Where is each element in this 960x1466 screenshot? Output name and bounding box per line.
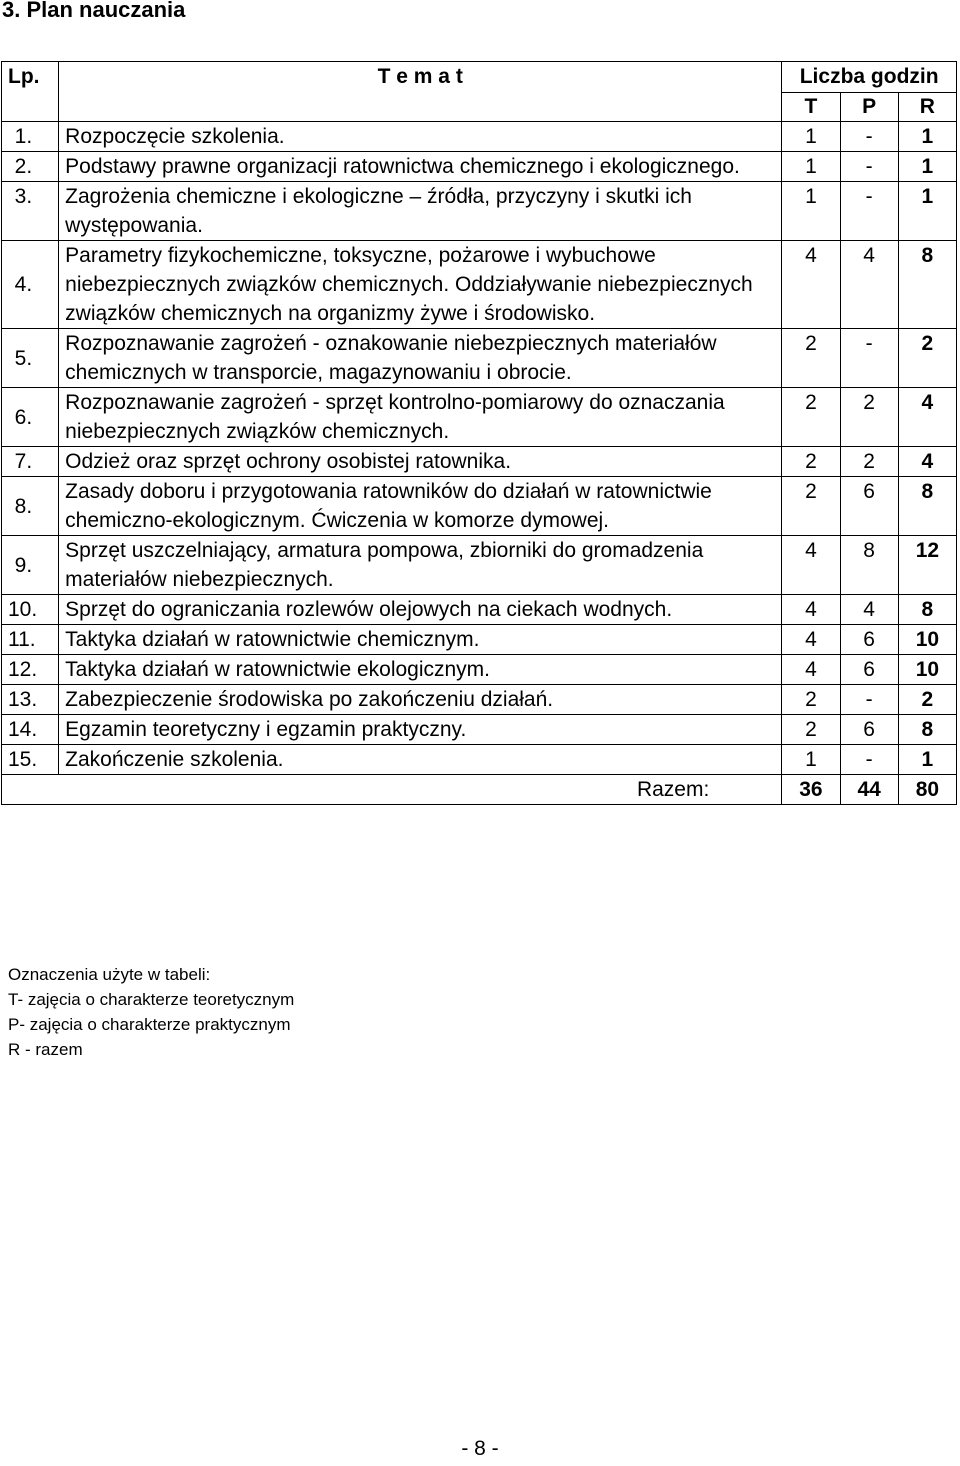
- row-hours-p: -: [840, 745, 898, 775]
- row-hours-r: 10: [898, 625, 956, 655]
- row-lp: 12.: [2, 655, 59, 685]
- row-lp: 13.: [2, 685, 59, 715]
- row-hours-p: 8: [840, 536, 898, 595]
- row-temat: Zabezpieczenie środowiska po zakończeniu działań.: [59, 685, 782, 715]
- legend-item-r: R - razem: [8, 1040, 83, 1059]
- table-row: [2, 595, 957, 625]
- table-row: [2, 122, 957, 152]
- row-temat: Taktyka działań w ratownictwie ekologicznym.: [59, 655, 782, 685]
- curriculum-table: [1, 61, 957, 805]
- row-hours-t: 4: [782, 655, 840, 685]
- row-hours-r: 1: [898, 152, 956, 182]
- page-number: - 8 -: [461, 1437, 499, 1460]
- row-hours-t: 4: [782, 595, 840, 625]
- row-temat: Rozpoczęcie szkolenia.: [59, 122, 782, 152]
- column-header-t: T: [782, 93, 840, 122]
- row-lp: 11.: [2, 625, 59, 655]
- table-row: [2, 685, 957, 715]
- row-lp: 3.: [2, 182, 59, 241]
- row-hours-p: -: [840, 685, 898, 715]
- row-hours-r: 2: [898, 329, 956, 388]
- table-row: [2, 241, 957, 329]
- row-lp: 5.: [2, 329, 59, 388]
- row-hours-r: 4: [898, 447, 956, 477]
- row-hours-t: 2: [782, 447, 840, 477]
- row-temat: Rozpoznawanie zagrożeń - oznakowanie niebezpiecznych materiałów chemicznych w transporcie, magazynowaniu i obrocie.: [59, 329, 782, 388]
- row-temat: Podstawy prawne organizacji ratownictwa chemicznego i ekologicznego.: [59, 152, 782, 182]
- row-lp: 6.: [2, 388, 59, 447]
- table-row: [2, 745, 957, 775]
- row-hours-t: 1: [782, 182, 840, 241]
- row-hours-r: 4: [898, 388, 956, 447]
- row-lp: 2.: [2, 152, 59, 182]
- table-row: [2, 388, 957, 447]
- row-hours-t: 1: [782, 152, 840, 182]
- row-lp: 7.: [2, 447, 59, 477]
- total-t: 36: [782, 775, 840, 805]
- table-body: [2, 122, 957, 775]
- table-row: [2, 477, 957, 536]
- row-hours-r: 8: [898, 241, 956, 329]
- row-temat: Zasady doboru i przygotowania ratowników do działań w ratownictwie chemiczno-ekologicznym. Ćwiczenia w komorze dymowej.: [59, 477, 782, 536]
- section-heading: 3. Plan nauczania: [2, 0, 186, 22]
- row-temat: Parametry fizykochemiczne, toksyczne, pożarowe i wybuchowe niebezpiecznych związków chemicznych. Oddziaływanie niebezpiecznych związków chemicznych na organizmy żywe i środowisko.: [59, 241, 782, 329]
- table-row: [2, 447, 957, 477]
- row-hours-p: 2: [840, 388, 898, 447]
- row-hours-t: 4: [782, 625, 840, 655]
- row-hours-p: 6: [840, 715, 898, 745]
- row-hours-p: -: [840, 122, 898, 152]
- row-hours-t: 2: [782, 477, 840, 536]
- table-row: [2, 625, 957, 655]
- row-temat: Zagrożenia chemiczne i ekologiczne – źródła, przyczyny i skutki ich występowania.: [59, 182, 782, 241]
- total-r: 80: [898, 775, 956, 805]
- row-hours-t: 2: [782, 388, 840, 447]
- row-temat: Taktyka działań w ratownictwie chemicznym.: [59, 625, 782, 655]
- row-hours-r: 2: [898, 685, 956, 715]
- row-hours-p: -: [840, 152, 898, 182]
- row-hours-p: 6: [840, 477, 898, 536]
- column-header-liczba-godzin: Liczba godzin: [782, 62, 957, 93]
- row-lp: 15.: [2, 745, 59, 775]
- row-lp: 8.: [2, 477, 59, 536]
- row-hours-r: 10: [898, 655, 956, 685]
- legend-title: Oznaczenia użyte w tabeli:: [8, 965, 211, 984]
- row-lp: 9.: [2, 536, 59, 595]
- row-hours-p: 4: [840, 241, 898, 329]
- row-hours-p: 6: [840, 625, 898, 655]
- row-temat: Zakończenie szkolenia.: [59, 745, 782, 775]
- total-label: Razem:: [2, 775, 782, 805]
- row-hours-p: 6: [840, 655, 898, 685]
- table-row: [2, 715, 957, 745]
- row-hours-r: 1: [898, 745, 956, 775]
- row-hours-r: 8: [898, 715, 956, 745]
- row-hours-p: 2: [840, 447, 898, 477]
- row-hours-t: 4: [782, 536, 840, 595]
- column-header-p: P: [840, 93, 898, 122]
- column-header-temat: T e m a t: [59, 62, 782, 122]
- row-hours-t: 2: [782, 329, 840, 388]
- table-total-row: [2, 775, 957, 805]
- row-hours-p: 4: [840, 595, 898, 625]
- column-header-r: R: [898, 93, 956, 122]
- row-temat: Sprzęt uszczelniający, armatura pompowa, zbiorniki do gromadzenia materiałów niebezpiecznych.: [59, 536, 782, 595]
- row-hours-t: 4: [782, 241, 840, 329]
- table-row: [2, 182, 957, 241]
- row-hours-p: -: [840, 329, 898, 388]
- row-hours-r: 1: [898, 122, 956, 152]
- legend-item-t: T- zajęcia o charakterze teoretycznym: [8, 990, 295, 1009]
- row-hours-r: 12: [898, 536, 956, 595]
- row-temat: Rozpoznawanie zagrożeń - sprzęt kontrolno-pomiarowy do oznaczania niebezpiecznych związków chemicznych.: [59, 388, 782, 447]
- row-temat: Sprzęt do ograniczania rozlewów olejowych na ciekach wodnych.: [59, 595, 782, 625]
- row-hours-r: 8: [898, 477, 956, 536]
- row-lp: 10.: [2, 595, 59, 625]
- legend: [8, 962, 294, 1062]
- row-hours-r: 1: [898, 182, 956, 241]
- table-row: [2, 329, 957, 388]
- row-hours-p: -: [840, 182, 898, 241]
- row-temat: Odzież oraz sprzęt ochrony osobistej ratownika.: [59, 447, 782, 477]
- row-hours-t: 2: [782, 685, 840, 715]
- table-header-row: [2, 62, 957, 93]
- row-hours-t: 1: [782, 745, 840, 775]
- row-hours-r: 8: [898, 595, 956, 625]
- row-lp: 4.: [2, 241, 59, 329]
- row-hours-t: 1: [782, 122, 840, 152]
- row-temat: Egzamin teoretyczny i egzamin praktyczny.: [59, 715, 782, 745]
- table-row: [2, 655, 957, 685]
- row-lp: 1.: [2, 122, 59, 152]
- legend-item-p: P- zajęcia o charakterze praktycznym: [8, 1015, 291, 1034]
- row-hours-t: 2: [782, 715, 840, 745]
- table-row: [2, 536, 957, 595]
- row-lp: 14.: [2, 715, 59, 745]
- column-header-lp: Lp.: [2, 62, 59, 122]
- total-p: 44: [840, 775, 898, 805]
- table-row: [2, 152, 957, 182]
